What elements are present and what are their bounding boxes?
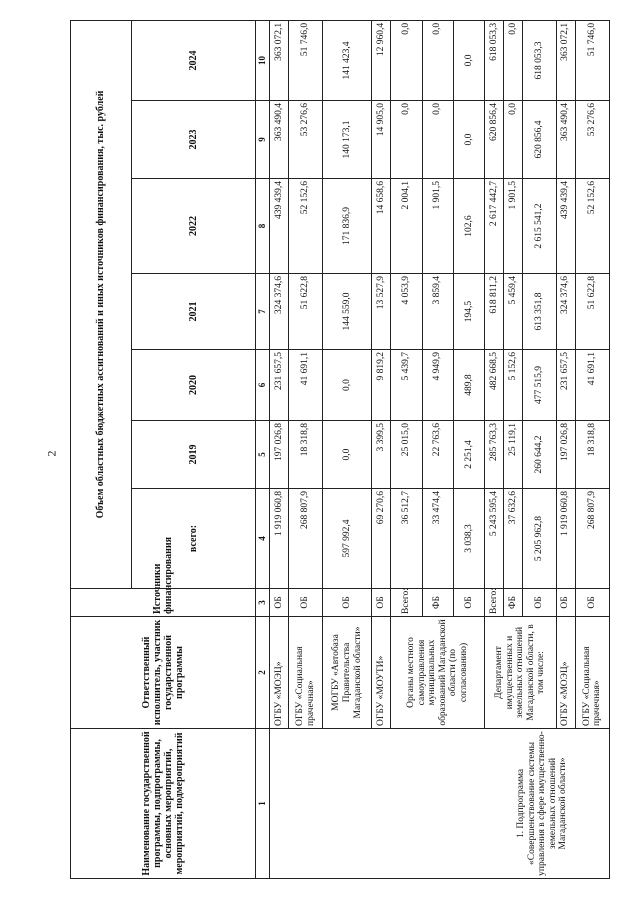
value-cell: 102,6: [453, 179, 484, 274]
column-number: 2: [256, 617, 270, 729]
value-cell: 613 351,8: [523, 274, 556, 350]
value-cell: 9 819,2: [372, 350, 391, 421]
total-cell: 5 243 595,4: [485, 489, 504, 589]
source-cell: ОБ: [372, 589, 391, 617]
value-cell: 324 374,6: [556, 274, 575, 350]
column-number: 8: [256, 179, 270, 274]
source-cell: ОБ: [289, 589, 323, 617]
value-cell: 144 559,0: [323, 274, 372, 350]
source-cell: ОБ: [523, 589, 556, 617]
value-cell: 2 617 442,7: [485, 179, 504, 274]
executor-cell: Органы местного самоуправления муниципальных образований Магаданской области (по согласованию): [391, 617, 485, 729]
value-cell: 3 859,4: [422, 274, 453, 350]
value-cell: 197 026,8: [270, 421, 289, 489]
source-column-header: Источники финансирования: [71, 589, 256, 617]
value-cell: 171 836,9: [323, 179, 372, 274]
value-cell: 482 668,5: [485, 350, 504, 421]
year-2020-header: 2020: [132, 350, 256, 421]
value-cell: 0,0: [391, 20, 422, 100]
value-cell: 477 515,9: [523, 350, 556, 421]
value-cell: 51 746,0: [289, 20, 323, 100]
value-cell: 52 152,6: [575, 179, 609, 274]
total-cell: 268 807,9: [289, 489, 323, 589]
name-column-header: Наименование государственной программы, подпрограммы, основных мероприятий, мероприятий, подмероприятий: [71, 729, 256, 879]
value-cell: 0,0: [453, 20, 484, 100]
value-cell: 12 960,4: [372, 20, 391, 100]
value-cell: 324 374,6: [270, 274, 289, 350]
value-cell: 0,0: [504, 20, 523, 100]
source-cell: ОБ: [575, 589, 609, 617]
value-cell: 14 658,6: [372, 179, 391, 274]
executor-cell: ОГБУ «МОУТИ»: [372, 617, 391, 729]
value-cell: 1 901,5: [504, 179, 523, 274]
value-cell: 41 691,1: [289, 350, 323, 421]
value-cell: 4 053,9: [391, 274, 422, 350]
total-cell: 597 992,4: [323, 489, 372, 589]
value-cell: 618 811,2: [485, 274, 504, 350]
column-number: 3: [256, 589, 270, 617]
value-cell: 3 399,5: [372, 421, 391, 489]
executor-cell: ОГБУ «Социальная прачечная»: [575, 617, 609, 729]
year-2021-header: 2021: [132, 274, 256, 350]
value-cell: 231 657,5: [556, 350, 575, 421]
value-cell: 0,0: [391, 101, 422, 179]
year-2023-header: 2023: [132, 101, 256, 179]
value-cell: 197 026,8: [556, 421, 575, 489]
executor-cell: ОГБУ «Социальная прачечная»: [289, 617, 323, 729]
value-cell: 363 072,1: [556, 20, 575, 100]
source-cell: ФБ: [422, 589, 453, 617]
value-cell: 5 459,4: [504, 274, 523, 350]
value-cell: 618 053,3: [485, 20, 504, 100]
value-cell: 22 763,6: [422, 421, 453, 489]
total-header: всего:: [132, 489, 256, 589]
value-cell: 0,0: [504, 101, 523, 179]
value-cell: 2 251,4: [453, 421, 484, 489]
total-cell: 37 632,6: [504, 489, 523, 589]
page-number: 2: [44, 450, 59, 457]
source-cell: ОБ: [270, 589, 289, 617]
value-cell: 141 423,4: [323, 20, 372, 100]
total-cell: 36 512,7: [391, 489, 422, 589]
total-cell: 268 807,9: [575, 489, 609, 589]
value-cell: 51 746,0: [575, 20, 609, 100]
value-cell: 260 644,2: [523, 421, 556, 489]
column-number: 7: [256, 274, 270, 350]
total-cell: 33 474,4: [422, 489, 453, 589]
total-cell: 5 205 962,8: [523, 489, 556, 589]
source-cell: ФБ: [504, 589, 523, 617]
column-number: 4: [256, 489, 270, 589]
rotated-table-area: [70, 21, 610, 879]
value-cell: 140 173,1: [323, 101, 372, 179]
value-cell: 231 657,5: [270, 350, 289, 421]
total-cell: 3 038,3: [453, 489, 484, 589]
executor-cell: Департамент имущественных и земельных отношений Магаданской области, в том числе:: [485, 617, 557, 729]
value-cell: 53 276,6: [289, 101, 323, 179]
executor-cell: ОГБУ «МОЭЦ»: [270, 617, 289, 729]
value-cell: 0,0: [453, 101, 484, 179]
value-cell: 439 439,4: [270, 179, 289, 274]
value-cell: 0,0: [422, 101, 453, 179]
value-cell: 194,5: [453, 274, 484, 350]
value-cell: 1 901,5: [422, 179, 453, 274]
total-cell: 69 270,6: [372, 489, 391, 589]
total-cell: 1 919 060,8: [556, 489, 575, 589]
value-cell: 0,0: [323, 350, 372, 421]
volume-header: Объем областных бюджетных ассигнований и иных источников финансирования, тыс. рублей: [71, 20, 132, 588]
value-cell: 53 276,6: [575, 101, 609, 179]
value-cell: 52 152,6: [289, 179, 323, 274]
year-2019-header: 2019: [132, 421, 256, 489]
value-cell: 363 490,4: [270, 101, 289, 179]
value-cell: 618 053,3: [523, 20, 556, 100]
value-cell: 439 439,4: [556, 179, 575, 274]
executor-cell: ОГБУ «МОЭЦ»: [556, 617, 575, 729]
executor-column-header: Ответственный исполнитель, участник государственной программы: [71, 617, 256, 729]
column-number: 9: [256, 101, 270, 179]
year-2022-header: 2022: [132, 179, 256, 274]
value-cell: 5 152,6: [504, 350, 523, 421]
total-cell: 1 919 060,8: [270, 489, 289, 589]
value-cell: 18 318,8: [575, 421, 609, 489]
source-cell: Всего:: [485, 589, 504, 617]
column-number-row: [256, 20, 270, 878]
table-row: [270, 20, 289, 878]
source-cell: ОБ: [323, 589, 372, 617]
executor-cell: МОГБУ «Автобаза Правительства Магаданской области»: [323, 617, 372, 729]
source-cell: ОБ: [453, 589, 484, 617]
column-number: 6: [256, 350, 270, 421]
value-cell: 2 004,1: [391, 179, 422, 274]
value-cell: 620 856,4: [523, 101, 556, 179]
value-cell: 51 622,8: [575, 274, 609, 350]
value-cell: 285 763,3: [485, 421, 504, 489]
value-cell: 4 949,9: [422, 350, 453, 421]
value-cell: 14 905,0: [372, 101, 391, 179]
column-number: 5: [256, 421, 270, 489]
value-cell: 41 691,1: [575, 350, 609, 421]
value-cell: 13 527,9: [372, 274, 391, 350]
value-cell: 489,8: [453, 350, 484, 421]
value-cell: 25 015,0: [391, 421, 422, 489]
value-cell: 620 856,4: [485, 101, 504, 179]
financing-table: [70, 20, 610, 879]
value-cell: 5 439,7: [391, 350, 422, 421]
value-cell: 0,0: [422, 20, 453, 100]
source-cell: Всего:: [391, 589, 422, 617]
source-cell: ОБ: [556, 589, 575, 617]
column-number: 1: [256, 729, 270, 879]
subprogram-name: 1. Подпрограмма «Совершенствование системы управления в сфере имущественно-земельных отношений Магаданской области»: [270, 729, 610, 879]
year-2024-header: 2024: [132, 20, 256, 100]
value-cell: 363 072,1: [270, 20, 289, 100]
value-cell: 25 119,1: [504, 421, 523, 489]
value-cell: 0,0: [323, 421, 372, 489]
value-cell: 2 615 541,2: [523, 179, 556, 274]
column-number: 10: [256, 20, 270, 100]
value-cell: 363 490,4: [556, 101, 575, 179]
value-cell: 18 318,8: [289, 421, 323, 489]
value-cell: 51 622,8: [289, 274, 323, 350]
